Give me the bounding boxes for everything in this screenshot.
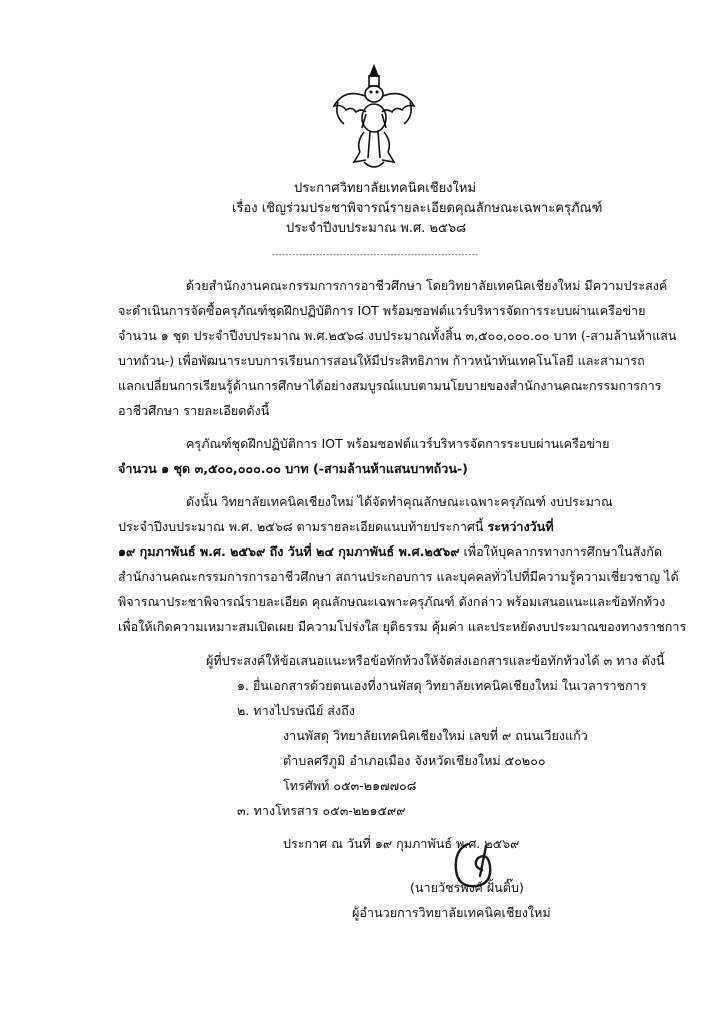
para1-line: จะดำเนินการจัดซื้อครุภัณฑ์ชุดฝึกปฏิบัติการ IOT พร้อมซอฟต์แวร์บริหารจัดการระบบผ่านเครือข่าย (118, 303, 646, 318)
title-separator: ------------------------------------------------------------- (272, 250, 479, 259)
para3-period-dates: ๑๙ กุมภาพันธ์ พ.ศ. ๒๕๖๙ ถึง วันที่ ๒๔ กุมภาพันธ์ พ.ศ.๒๕๖๙ (118, 544, 460, 559)
signer-position: ผู้อำนวยการวิทยาลัยเทคนิคเชียงใหม่ (352, 905, 551, 920)
garuda-emblem-icon (330, 62, 418, 174)
address-line: ตำบลศรีภูมิ อำเภอเมือง จังหวัดเชียงใหม่ ๕๐๒๐๐ (283, 753, 546, 768)
announce-date: ประกาศ ณ วันที่ ๑๙ กุมภาพันธ์ พ.ศ. ๒๕๖๙ (283, 836, 520, 851)
para3-line (118, 518, 554, 535)
channel-item: ๒. ทางไปรษณีย์ ส่งถึง (237, 703, 355, 718)
para3-line: เพื่อให้เกิดความเหมาะสมเปิดเผย มีความโปร่งใส ยุติธรรม คุ้มค่า และประหยัดงบประมาณของทางราชการ (118, 619, 687, 634)
para1-line: อาชีวศึกษา รายละเอียดดังนี้ (118, 403, 270, 418)
signer-name: (นายวัชรพงศ์ ฝั้นติ๊บ) (410, 880, 524, 895)
para3-line: สำนักงานคณะกรรมการการอาชีวศึกษา สถานประกอบการ และบุคคลทั่วไปที่มีความรู้ความเชี่ยวชาญ ได้ (118, 569, 679, 584)
announcement-subject: เรื่อง เชิญร่วมประชาพิจารณ์รายละเอียดคุณลักษณะเฉพาะครุภัณฑ์ (232, 201, 603, 216)
para1-line: จำนวน ๑ ชุด ประจำปีงบประมาณ พ.ศ.๒๕๖๘ งบประมาณทั้งสิ้น ๓,๕๐๐,๐๐๐.๐๐ บาท (-สามล้านห้าแสน (118, 328, 677, 343)
address-line: โทรศัพท์ ๐๕๓-๒๑๗๗๐๘ (283, 778, 417, 793)
para1-line: บาทถ้วน-) เพื่อพัฒนาระบบการเรียนการสอนให้มีประสิทธิภาพ ก้าวหน้าทันเทคโนโลยี และสามารถ (118, 353, 645, 368)
para4-line: ผู้ที่ประสงค์ให้ข้อเสนอแนะหรือข้อทักท้วงให้จัดส่งเอกสารและข้อทักท้วงได้ ๓ ทาง ดังนี้ (206, 653, 665, 668)
announcement-title: ประกาศวิทยาลัยเทคนิคเชียงใหม่ (294, 181, 477, 196)
para1-line: แลกเปลี่ยนการเรียนรู้ด้านการศึกษาได้อย่างสมบูรณ์แบบตามนโยบายของสำนักงานคณะกรรมการการ (118, 378, 662, 393)
para1-line: ด้วยสำนักงานคณะกรรมการการอาชีวศึกษา โดยวิทยาลัยเทคนิคเชียงใหม่ มีความประสงค์ (186, 278, 668, 293)
para3-line (118, 543, 662, 560)
para2-line-amount: จำนวน ๑ ชุด ๓,๕๐๐,๐๐๐.๐๐ บาท (-สามล้านห้าแสนบาทถ้วน-) (118, 461, 468, 476)
para3-line: ดังนั้น วิทยาลัยเทคนิคเชียงใหม่ ได้จัดทำคุณลักษณะเฉพาะครุภัณฑ์ งบประมาณ (186, 494, 613, 509)
address-line: งานพัสดุ วิทยาลัยเทคนิคเชียงใหม่ เลขที่ ๙ ถนนเวียงแก้ว (283, 728, 588, 743)
para3-text: เพื่อให้บุคลากรทางการศึกษาในสังกัด (459, 544, 663, 559)
fiscal-year: ประจำปีงบประมาณ พ.ศ. ๒๕๖๘ (286, 221, 467, 236)
para2-line: ครุภัณฑ์ชุดฝึกปฏิบัติการ IOT พร้อมซอฟต์แวร์บริหารจัดการระบบผ่านเครือข่าย (186, 436, 610, 451)
para3-text: ประจำปีงบประมาณ พ.ศ. ๒๕๖๘ ตามรายละเอียดแนบท้ายประกาศนี้ (118, 519, 488, 534)
channel-item: ๓. ทางโทรสาร ๐๕๓-๒๒๑๕๙๙ (237, 803, 406, 818)
para3-period-start: ระหว่างวันที่ (487, 519, 554, 534)
channel-item: ๑. ยื่นเอกสารด้วยตนเองที่งานพัสดุ วิทยาลัยเทคนิคเชียงใหม่ ในเวลาราชการ (237, 678, 647, 693)
para3-line: พิจารณาประชาพิจารณ์รายละเอียด คุณลักษณะเฉพาะครุภัณฑ์ ดังกล่าว พร้อมเสนอแนะและข้อทักท้วง (118, 594, 666, 609)
